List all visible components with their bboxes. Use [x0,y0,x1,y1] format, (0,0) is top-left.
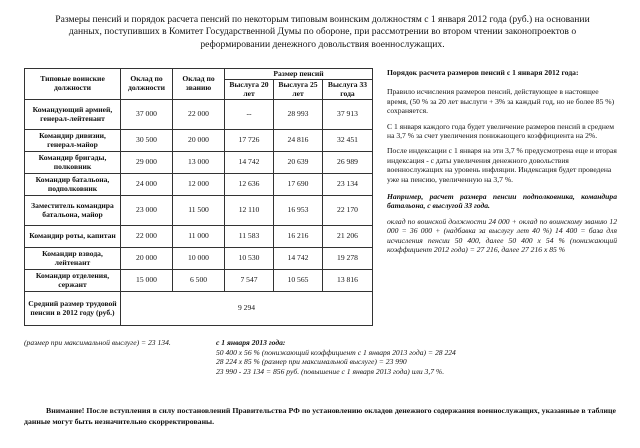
table-row [25,248,373,270]
cell-pension-20: 12 110 [225,196,274,226]
cell-position: Командир отделения, сержант [25,270,121,292]
cell-average-value: 9 294 [121,292,373,326]
header-position: Типовые воинские должности [25,69,121,100]
header-years-33: Выслуга 33 года [323,80,373,100]
cell-average-label: Средний размер трудовой пенсии в 2012 году (руб.) [25,292,121,326]
cell-pension-25: 10 565 [274,270,323,292]
cell-pension-25: 24 816 [274,130,323,152]
cell-salary-position: 30 500 [121,130,173,152]
cell-pension-20: -- [225,100,274,130]
cell-pension-25: 28 993 [274,100,323,130]
cell-salary-position: 20 000 [121,248,173,270]
calculation-2013 [216,338,536,376]
table-row [25,152,373,174]
cell-salary-position: 24 000 [121,174,173,196]
cell-salary-position: 29 000 [121,152,173,174]
cell-position: Командующий армией, генерал-лейтенант [25,100,121,130]
cell-pension-20: 7 547 [225,270,274,292]
cell-pension-20: 11 583 [225,226,274,248]
table-row [25,100,373,130]
cell-position: Командир батальона, подполковник [25,174,121,196]
annual-increase-paragraph: С 1 января каждого года будет увеличение размеров пенсий в среднем на 3,7 % за счет увеличения понижающего коэффициента на 2%. [387,121,615,141]
document-title: Размеры пенсий и порядок расчета пенсий по некоторым типовым воинским должностям с 1 января 2012 года (руб.) на основании данных, поступивших в Комитет Государственной Думы по обороне, при рассмотрении во втором чтении законопроектов о реформировании денежного довольствия военнослужащих. [55,14,590,50]
cell-position: Командир бригады, полковник [25,152,121,174]
calc-2013-line: 50 400 х 56 % (понижающий коэффициент с 1 января 2013 года) = 28 224 [216,347,456,357]
header-pension-group: Размер пенсий [225,69,373,80]
cell-salary-position: 23 000 [121,196,173,226]
cell-salary-rank: 11 500 [173,196,225,226]
header-salary-position: Оклад по должности [121,69,173,100]
table-row [25,196,373,226]
cell-pension-25: 14 742 [274,248,323,270]
cell-pension-20: 12 636 [225,174,274,196]
cell-position: Командир дивизии, генерал-майор [25,130,121,152]
attention-note: Внимание! После вступления в силу постановлений Правительства РФ по установлению окладов денежного содержания военнослужащих, указанные в таблице данные могут быть незначительно скорректированы. [24,406,616,426]
cell-pension-33: 26 989 [323,152,373,174]
cell-pension-33: 13 816 [323,270,373,292]
cell-pension-25: 20 639 [274,152,323,174]
cell-pension-25: 16 216 [274,226,323,248]
calc-2013-heading: с 1 января 2013 года: [216,338,286,347]
table-row [25,130,373,152]
cell-position: Заместитель командира батальона, майор [25,196,121,226]
cell-salary-rank: 20 000 [173,130,225,152]
cell-pension-33: 19 278 [323,248,373,270]
calculation-panel [387,68,617,261]
calc-2013-line: 28 224 х 85 % (размер при максимальной выслуге) = 23 990 [216,357,407,367]
indexation-paragraph: После индексации с 1 января на эти 3,7 % предусмотрена еще и вторая индексация - с даты увеличения денежного довольствия военнослужащих на уровень инфляции. Индексация будет проведена уже на пенсию, увеличенную на 3,7 %. [387,146,617,184]
calc-2013-line: 23 990 - 23 134 = 856 руб. (повышение с 1 января 2013 года) или 3,7 %. [216,366,445,376]
cell-salary-position: 15 000 [121,270,173,292]
cell-pension-20: 17 726 [225,130,274,152]
table-row [25,270,373,292]
cell-salary-rank: 13 000 [173,152,225,174]
cell-salary-rank: 12 000 [173,174,225,196]
example-calculation: оклад по воинской должности 24 000 + оклад по воинскому званию 12 000 = 36 000 + (надбавка за выслугу лет 40 %) 14 400 = база для исчисления пенсии 50 400, далее 50 400 х 54 % (понижающий коэффициент 2012 года) = 27 216, далее 27 216 х 85 % [387,216,617,255]
cell-pension-33: 21 206 [323,226,373,248]
example-heading: Например, расчет размера пенсии подполковника, командира батальона, с выслугой 33 года. [387,192,617,211]
cell-pension-33: 23 134 [323,174,373,196]
header-years-25: Выслуга 25 лет [274,80,323,100]
table-row [25,174,373,196]
cell-salary-position: 37 000 [121,100,173,130]
cell-position: Командир роты, капитан [25,226,121,248]
pension-table [24,68,373,326]
calculation-heading: Порядок расчета размеров пенсий с 1 января 2012 года: [387,68,579,77]
table-row-average [25,292,373,326]
header-salary-rank: Оклад по званию [173,69,225,100]
cell-salary-rank: 22 000 [173,100,225,130]
cell-salary-rank: 11 000 [173,226,225,248]
table-row [25,226,373,248]
cell-position: Командир взвода, лейтенант [25,248,121,270]
max-service-note: (размер при максимальной выслуге) = 23 134. [24,338,171,347]
cell-pension-33: 32 451 [323,130,373,152]
cell-pension-25: 16 953 [274,196,323,226]
cell-salary-rank: 10 000 [173,248,225,270]
cell-pension-33: 37 913 [323,100,373,130]
cell-pension-20: 14 742 [225,152,274,174]
cell-pension-33: 22 170 [323,196,373,226]
header-years-20: Выслуга 20 лет [225,80,274,100]
cell-salary-position: 22 000 [121,226,173,248]
rule-paragraph: Правило исчисления размеров пенсий, действующее в настоящее время, (50 % за 20 лет выслуги + 3% за каждый год, но не более 85 %) сохраняется. [387,87,615,116]
cell-pension-20: 10 530 [225,248,274,270]
cell-salary-rank: 6 500 [173,270,225,292]
cell-pension-25: 17 690 [274,174,323,196]
